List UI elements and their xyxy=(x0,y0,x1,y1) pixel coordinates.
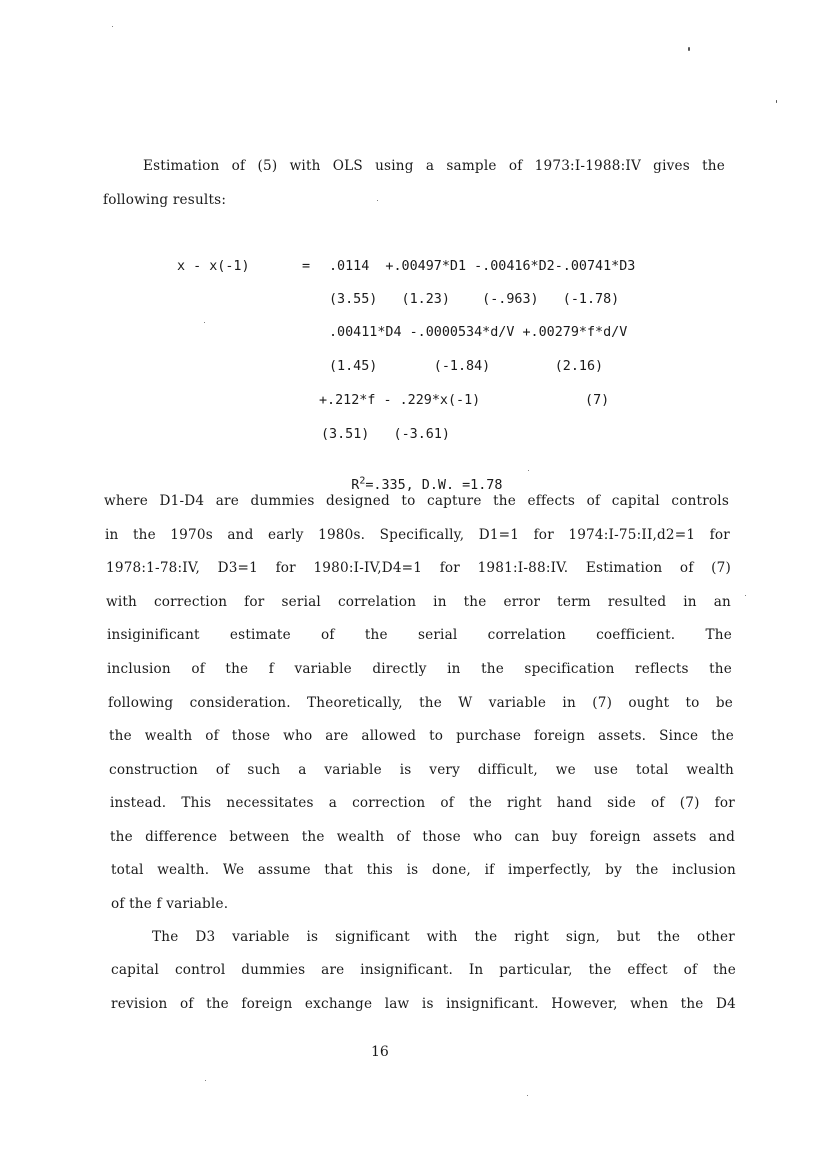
equation-tstats: (1.45) (-1.84) (2.16) xyxy=(329,359,604,374)
page-number: 16 xyxy=(371,1044,389,1060)
body-line: The D3 variable is significant with the right sign, but the other xyxy=(152,929,735,945)
intro-line: Estimation of (5) with OLS using a sample of 1973:I-1988:IV gives the xyxy=(143,158,725,174)
body-line: where D1-D4 are dummies designed to capture the effects of capital controls xyxy=(104,493,729,509)
body-line: construction of such a variable is very difficult, we use total wealth xyxy=(109,762,734,778)
scan-speck xyxy=(776,100,777,103)
r-squared-exponent: 2 xyxy=(359,475,366,487)
scan-speck xyxy=(377,200,378,201)
scan-speck xyxy=(112,26,113,27)
body-line: of the f variable. xyxy=(111,896,229,912)
equation-lhs: x - x(-1) xyxy=(177,259,250,274)
scan-speck xyxy=(527,1095,528,1096)
body-line: insiginificant estimate of the serial correlation coefficient. The xyxy=(107,627,732,643)
equation-tstats: (3.55) (1.23) (-.963) (-1.78) xyxy=(329,292,620,307)
body-line: following consideration. Theoretically, the W variable in (7) ought to be xyxy=(108,695,733,711)
body-line: capital control dummies are insignificant. In particular, the effect of the xyxy=(111,962,736,978)
body-line: revision of the foreign exchange law is insignificant. However, when the D4 xyxy=(111,996,736,1012)
r-squared-label: R xyxy=(351,478,360,493)
body-line: the wealth of those who are allowed to purchase foreign assets. Since the xyxy=(109,728,734,744)
scan-speck xyxy=(204,322,205,323)
body-line: in the 1970s and early 1980s. Specifically, D1=1 for 1974:I-75:II,d2=1 for xyxy=(105,527,730,543)
scan-speck xyxy=(688,47,690,51)
equation-row: .0114 +.00497*D1 -.00416*D2-.00741*D3 xyxy=(329,259,636,274)
intro-line: following results: xyxy=(103,192,227,208)
body-line: total wealth. We assume that this is done, if imperfectly, by the inclusion xyxy=(111,862,736,878)
equation-row: .00411*D4 -.0000534*d/V +.00279*f*d/V xyxy=(329,325,628,340)
equation-tstats: (3.51) (-3.61) xyxy=(321,427,450,442)
scan-speck xyxy=(528,470,529,471)
body-line: 1978:1-78:IV, D3=1 for 1980:I-IV,D4=1 for 1981:I-88:IV. Estimation of (7) xyxy=(106,560,731,576)
fit-stats-values: =.335, D.W. =1.78 xyxy=(365,478,503,493)
scan-speck xyxy=(745,595,746,596)
equation-row: +.212*f - .229*x(-1) (7) xyxy=(319,393,610,408)
body-line: with correction for serial correlation in the error term resulted in an xyxy=(106,594,731,610)
equation-equals: = xyxy=(302,259,311,274)
body-line: the difference between the wealth of those who can buy foreign assets and xyxy=(110,829,735,845)
body-line: inclusion of the f variable directly in the specification reflects the xyxy=(107,661,732,677)
body-line: instead. This necessitates a correction of the right hand side of (7) for xyxy=(110,795,735,811)
scan-speck xyxy=(205,1080,206,1081)
